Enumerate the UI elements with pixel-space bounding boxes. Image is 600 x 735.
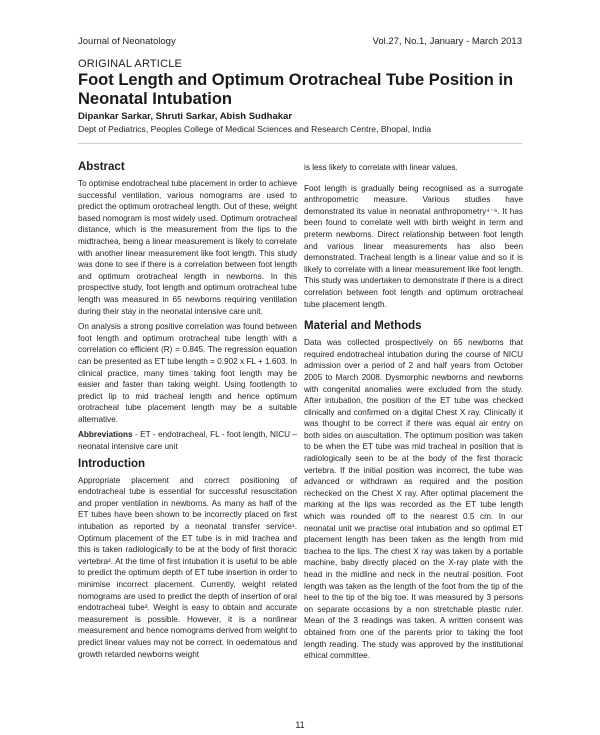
right-column bbox=[304, 162, 523, 666]
author-list: Dipankar Sarkar, Shruti Sarkar, Abish Sudhakar bbox=[78, 111, 293, 122]
methods-paragraph: Data was collected prospectively on 65 newborns that required endotracheal intubation during the course of NICU admission over a period of 2 and half years from October 2005 to March 2008. Dysmorphic newborns and newborns with congenital anomalies were excluded from the study. After intubation, the position of the ET tube was checked clinically and confirmed on a digital Chest X ray. Clinically it was thought to be correct if there was equal air entry on both sides on auscultation. The optimum position was taken to be when the ET tube was mid tracheal in position that is radiologically seen to be at the body of the first thoracic vertebra. If the initial position was incorrect, the tube was advanced or withdrawn as required and the position rechecked on the Chest X ray. After optimal placement the marking at the lips was recorded as the ET tube length which was rounded off to the nearest 0.5 cm. In our neonatal unit we practise oral intubation and so optimal ET placement length has been taken as the length from mid trachea to the lips. The chest X ray was taken by a portable machine, baby directly placed on the X-ray plate with the head in the midline and neck in the neutral position. Foot length was taken as the length of the foot from the tip of the heel to the tip of the big toe. It was measured by 3 persons on separate occasions by a non stretchable plastic ruler. Mean of the 3 readings was taken. A written consent was obtained from one of the parents prior to taking the foot length reading. The study was approved by the institutional ethical committee. bbox=[304, 338, 523, 661]
article-type-label: ORIGINAL ARTICLE bbox=[78, 58, 183, 70]
running-head bbox=[78, 36, 522, 47]
journal-name: Journal of Neonatology bbox=[78, 36, 176, 47]
abbreviations bbox=[78, 429, 297, 452]
header-divider bbox=[78, 143, 522, 144]
author-affiliation: Dept of Pediatrics, Peoples College of Medical Sciences and Research Centre, Bhopal, India bbox=[78, 124, 432, 134]
abstract-paragraph: On analysis a strong positive correlation was found between foot length and optimum orotracheal tube length with a correlation co efficient (R) = 0.845. The regression equation can be presented as ET tube length = 0.902 x FL + 1.603. In clinical practice, many times taking foot length may be easier and faster than taking weight. Using footlength to predict lip to mid tracheal length and hence optimum orotracheal tube placement length may be a suitable alternative. bbox=[78, 322, 297, 424]
introduction-paragraph: Foot length is gradually being recognised as a surrogate anthropometric measure. Various studies have demonstrated its value in neonatal anthropometry⁴⁻⁶. It has been found to correlate well with birth weight in term and preterm newborns. Direct relationship between foot length and various linear measurements has also been demonstrated. Tracheal length is a linear value and so it is likely to correlate with a linear measurement like foot length. This study was undertaken to demonstrate if there is a direct correlation between foot length and optimum orotracheal tube placement length. bbox=[304, 183, 523, 309]
introduction-heading: Introduction bbox=[78, 457, 146, 470]
article-title: Foot Length and Optimum Orotracheal Tube Position in Neonatal Intubation bbox=[78, 71, 514, 108]
abstract-heading: Abstract bbox=[78, 161, 125, 173]
introduction-paragraph: Appropriate placement and correct positioning of endotracheal tube is essential for successful resuscitation and proper ventilation in newborns. As many as half of the ET tubes have been shown to be incorrectly placed on first intubation as reported by a neonatal transfer service¹. Optimum placement of the ET tube is in mid trachea and this is taken radiologically to be at the body of first thoracic vertebra². At the time of first intubation it is useful to be able to predict the optimum depth of ET tube insertion in order to minimise incorrect placement. Currently, weight related nomograms are used to predict the depth of insertion of oral endotracheal tube³. Weight is easy to obtain and accurate measurement is possible. However, it is a nonlinear measurement and hence nomograms derived from weight to predict linear values may not be correct. In oedematous and growth retarded newborns weight bbox=[78, 475, 297, 659]
left-column bbox=[78, 160, 297, 664]
abbreviations-text: - ET - endotracheal, FL - foot length, NICU – neonatal intensive care unit bbox=[78, 430, 297, 452]
methods-heading: Material and Methods bbox=[304, 320, 422, 333]
introduction-paragraph: is less likely to correlate with linear values. bbox=[304, 163, 458, 172]
issue-info: Vol.27, No.1, January - March 2013 bbox=[372, 36, 522, 47]
abstract-paragraph: To optimise endotracheal tube placement in order to achieve successful ventilation, various nomograms are used to predict the optimum orotracheal length. Out of these, weight based nomogram is most widely used. Optimum orotracheal distance, which is the measurement from the lips to the midtrachea, being a linear measurement is likely to correlate with another linear measurement like foot length. This study was done to see if there is a correlation between foot length and optimum orotracheal length in newborns. In this prospective study, foot length and optimum orotracheal tube length was measured in 65 newborns requiring ventilation during their stay in the neonatal intensive care unit. bbox=[78, 179, 297, 316]
page-number: 11 bbox=[295, 720, 305, 730]
abbreviations-label: Abbreviations bbox=[78, 430, 133, 440]
